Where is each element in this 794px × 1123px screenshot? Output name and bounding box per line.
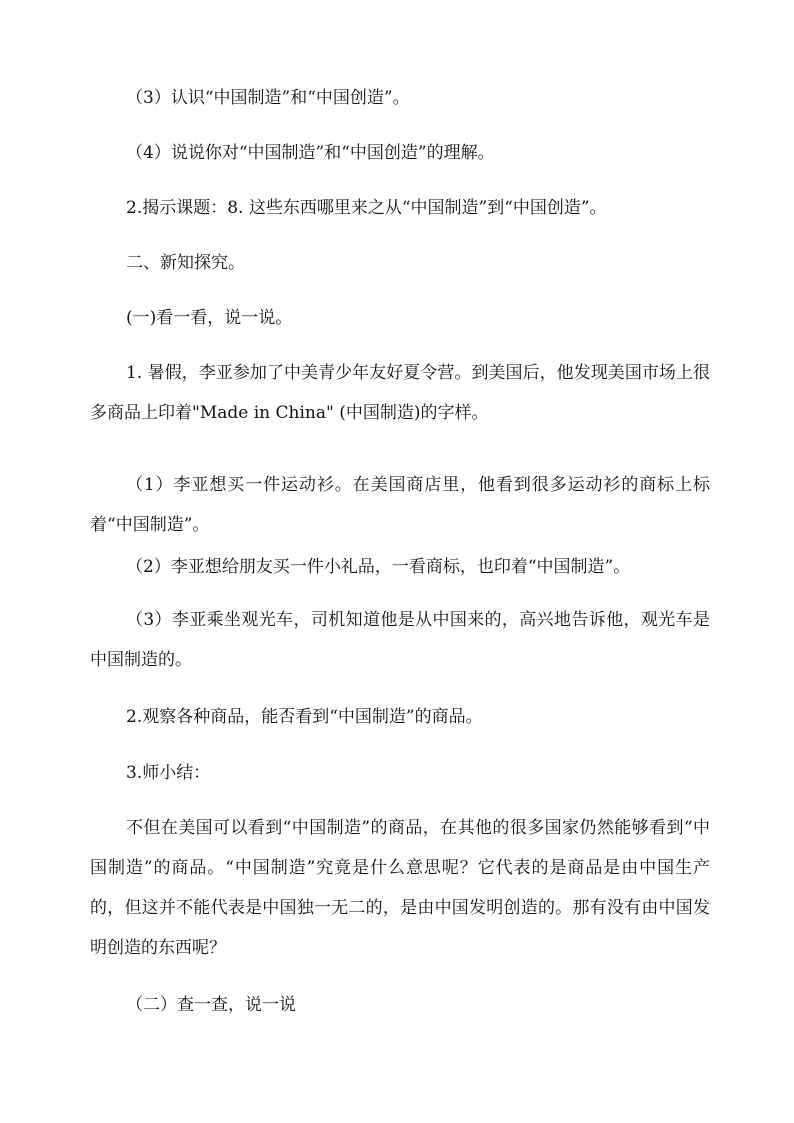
paragraph-summer-camp: 1. 暑假，李亚参加了中美青少年友好夏令营。到美国后，他发现美国市场上很多商品上印着"Made in China" (中国制造)的字样。 xyxy=(90,363,710,423)
paragraph-reveal-topic: 2.揭示课题：8. 这些东西哪里来之从“中国制造”到“中国创造”。 xyxy=(126,198,607,218)
paragraph-small-gift: （2）李亚想给朋友买一件小礼品，一看商标，也印着“中国制造”。 xyxy=(126,557,631,577)
subheading-check-and-say: （二）查一查，说一说 xyxy=(126,995,296,1015)
paragraph-observe-goods: 2.观察各种商品，能否看到“中国制造”的商品。 xyxy=(126,707,483,727)
paragraph-sightseeing-bus: （3）李亚乘坐观光车，司机知道他是从中国来的，高兴地告诉他，观光车是中国制造的。 xyxy=(90,610,710,670)
subheading-look-and-say: (一)看一看，说一说。 xyxy=(126,308,293,328)
paragraph-teacher-summary-heading: 3.师小结： xyxy=(126,763,211,783)
paragraph-teacher-summary: 不但在美国可以看到“中国制造”的商品，在其他的很多国家仍然能够看到“中国制造”的商品。“中国制造”究竟是什么意思呢？它代表的是商品是由中国生产的，但这并不能代表是中国独一无二的，是由中国发明创造的。那有没有由中国发明创造的东西呢？ xyxy=(90,818,710,958)
section-heading-new-knowledge: 二、新知探究。 xyxy=(126,253,245,273)
paragraph-discuss-understanding: （4）说说你对“中国制造”和“中国创造”的理解。 xyxy=(126,143,495,163)
paragraph-sportswear: （1）李亚想买一件运动衫。在美国商店里，他看到很多运动衫的商标上标着“中国制造”。 xyxy=(90,475,710,535)
paragraph-recognize-made-created: （3）认识“中国制造”和“中国创造”。 xyxy=(126,88,410,108)
